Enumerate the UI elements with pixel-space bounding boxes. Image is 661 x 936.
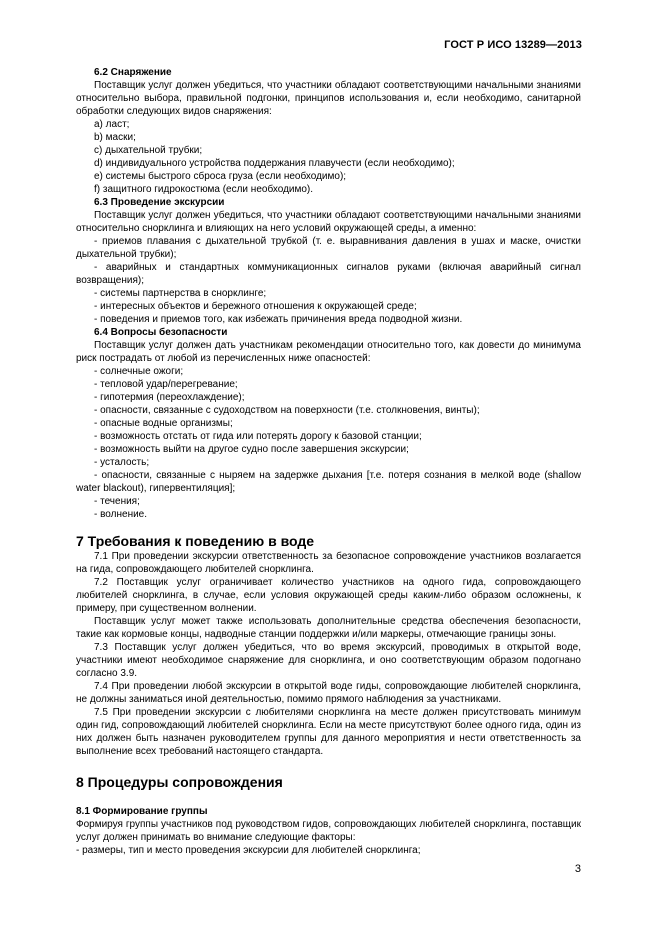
section-7-title: 7 Требования к поведению в воде	[76, 533, 315, 549]
list-item: - волнение.	[94, 509, 148, 520]
paragraph: Поставщик услуг может также использовать дополнительные средства обеспечения безопасности, такие как кормовые концы, надводные станции поддержки и/или маркеры, отмечающие границы зоны.	[76, 616, 581, 640]
list-item: f) защитного гидрокостюма (если необходимо).	[94, 184, 314, 195]
list-item: - усталость;	[94, 457, 150, 468]
list-item: - течения;	[94, 496, 140, 507]
list-item: - аварийных и стандартных коммуникационных сигналов руками (включая аварийный сигнал возвращения);	[76, 262, 581, 286]
list-item: - системы партнерства в снорклинге;	[94, 288, 267, 299]
list-item: e) системы быстрого сброса груза (если необходимо);	[94, 171, 347, 182]
document-header: ГОСТ Р ИСО 13289—2013	[444, 39, 582, 51]
section-8-1-title: 8.1 Формирование группы	[76, 806, 208, 817]
list-item: - опасные водные организмы;	[94, 418, 233, 429]
paragraph: 7.2 Поставщик услуг ограничивает количество участников на одного гида, сопровождающего любителей снорклинга, в случае, если условия окружающей среды каким-либо образом осложнены, к примеру, при существенном волнении.	[76, 577, 581, 614]
list-item: - возможность выйти на другое судно после завершения экскурсии;	[94, 444, 409, 455]
list-item: c) дыхательной трубки;	[94, 145, 203, 156]
section-8-title: 8 Процедуры сопровождения	[76, 774, 283, 790]
list-item: - тепловой удар/перегревание;	[94, 379, 238, 390]
list-item: a) ласт;	[94, 119, 130, 130]
list-item: - солнечные ожоги;	[94, 366, 184, 377]
section-6-3-title: 6.3 Проведение экскурсии	[94, 197, 225, 208]
paragraph: 7.4 При проведении любой экскурсии в открытой воде гиды, сопровождающие любителей снорклинга, не должны заниматься иной деятельностью, помимо прямого наблюдения за участниками.	[76, 681, 581, 705]
section-6-4-title: 6.4 Вопросы безопасности	[94, 327, 228, 338]
paragraph: 7.3 Поставщик услуг должен убедиться, что во время экскурсий, проводимых в открытой воде, участники имеют необходимое снаряжение для снорклинга, и оно соответствующим образом подогнано согласно 3.9.	[76, 642, 581, 679]
section-8-1-list	[76, 844, 581, 857]
section-6-2-intro: Поставщик услуг должен убедиться, что участники обладают соответствующими начальными знаниями относительно выбора, правильной подгонки, принципов использования и, если необходимо, санитарной обработки следующих видов снаряжения:	[76, 80, 581, 117]
list-item: - приемов плавания с дыхательной трубкой (т. е. выравнивания давления в ушах и маске, очистки дыхательной трубки);	[76, 236, 581, 260]
list-item: - опасности, связанные с судоходством на поверхности (т.е. столкновения, винты);	[94, 405, 480, 416]
paragraph: 7.1 При проведении экскурсии ответственность за безопасное сопровождение участников возлагается на гида, сопровождающего любителей снорклинга.	[76, 551, 581, 575]
list-item: - размеры, тип и место проведения экскурсии для любителей снорклинга;	[76, 845, 421, 856]
section-6-3-list	[76, 235, 581, 326]
section-8-1-intro: Формируя группы участников под руководством гидов, сопровождающих любителей снорклинга, поставщик услуг должен принимать во внимание следующие факторы:	[76, 819, 581, 843]
list-item: - опасности, связанные с ныряем на задержке дыхания [т.е. потеря сознания в мелкой воде (shallow water blackout), гипервентиляция];	[76, 470, 581, 494]
list-item: - интересных объектов и бережного отношения к окружающей среде;	[94, 301, 417, 312]
document-body	[76, 66, 581, 857]
list-item: - возможность отстать от гида или потерять дорогу к базовой станции;	[94, 431, 422, 442]
list-item: - гипотермия (переохлаждение);	[94, 392, 245, 403]
section-6-2-list	[76, 118, 581, 196]
section-6-3-intro: Поставщик услуг должен убедиться, что участники обладают соответствующими начальными знаниями относительно снорклинга и влияющих на него условий окружающей среды, а именно:	[76, 210, 581, 234]
section-6-4-intro: Поставщик услуг должен дать участникам рекомендации относительно того, как довести до минимума риск пострадать от любой из перечисленных ниже опасностей:	[76, 340, 581, 364]
list-item: b) маски;	[94, 132, 136, 143]
section-6-2-title: 6.2 Снаряжение	[94, 67, 172, 78]
page-number: 3	[574, 863, 581, 875]
list-item: d) индивидуального устройства поддержания плавучести (если необходимо);	[94, 158, 455, 169]
paragraph: 7.5 При проведении экскурсии с любителями снорклинга на месте должен присутствовать минимум один гид, сопровождающий любителей снорклинга. Если на месте присутствуют более одного гида, один из них должен быть назначен руководителем группы для данного мероприятия и нести ответственность за выполнение всех требований настоящего стандарта.	[76, 707, 581, 757]
section-6-4-list	[76, 365, 581, 521]
list-item: - поведения и приемов того, как избежать причинения вреда подводной жизни.	[94, 314, 463, 325]
